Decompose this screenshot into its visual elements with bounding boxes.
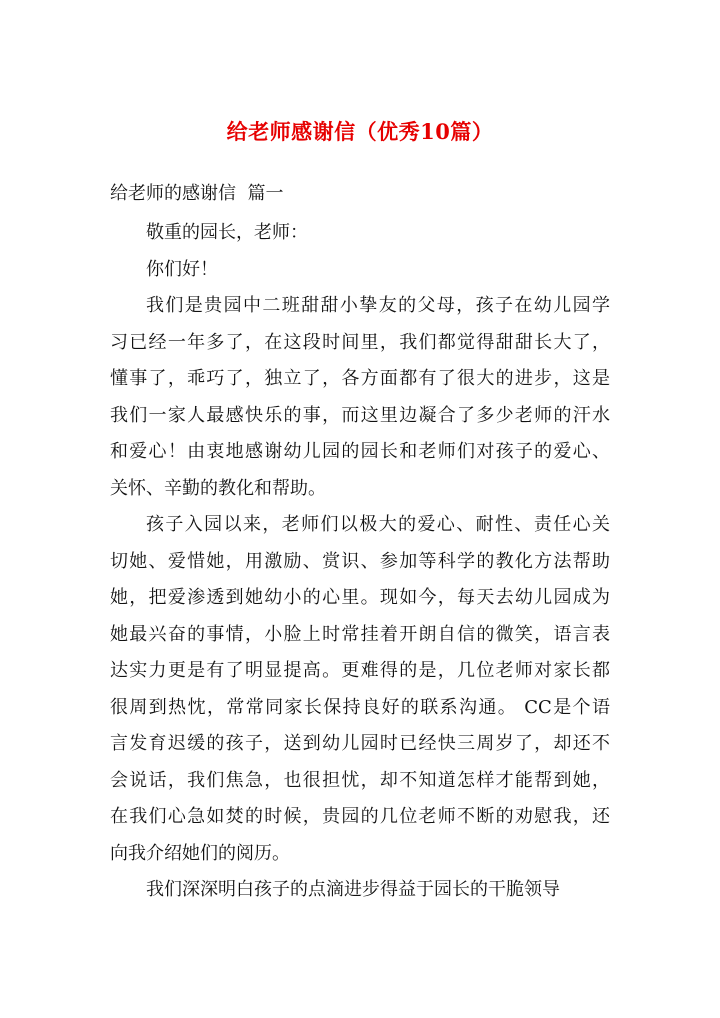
- paragraph-line: 言发育迟缓的孩子，送到幼儿园时已经快三周岁了，却还不: [110, 733, 610, 754]
- section-heading: 给老师的感谢信 篇一: [110, 183, 284, 204]
- paragraph-line: 在我们心急如焚的时候，贵园的几位老师不断的劝慰我，还: [110, 806, 610, 827]
- paragraph-line: 我们深深明白孩子的点滴进步得益于园长的干脆领导: [146, 879, 560, 900]
- paragraph-line: 孩子入园以来，老师们以极大的爱心、耐性、责任心关: [146, 514, 610, 535]
- paragraph-line: 会说话，我们焦急，也很担忧，却不知道怎样才能帮到她，: [110, 769, 610, 791]
- paragraph-line: 懂事了，乖巧了，独立了，各方面都有了很大的进步，这是: [110, 368, 610, 389]
- paragraph-line: 很周到热忱，常常同家长保持良好的联系沟通。 CC是个语: [110, 696, 610, 718]
- paragraph-line: 向我介绍她们的阅历。: [110, 842, 290, 864]
- paragraph-line: 我们一家人最感快乐的事，而这里边凝合了多少老师的汗水: [110, 404, 610, 426]
- document-title-text: 给老师感谢信（优秀10篇）: [226, 119, 494, 144]
- letter-salutation: 你们好！: [146, 258, 218, 280]
- letter-paragraph-2: [110, 507, 610, 872]
- letter-greeting: 敬重的园长，老师：: [146, 222, 308, 243]
- paragraph-line: 和爱心！由衷地感谢幼儿园的园长和老师们对孩子的爱心、: [110, 441, 610, 462]
- paragraph-line: 关怀、辛勤的教化和帮助。: [110, 477, 326, 499]
- paragraph-line: 达实力更是有了明显提高。更难得的是，几位老师对家长都: [110, 660, 610, 681]
- paragraph-line: 她，把爱渗透到她幼小的心里。现如今，每天去幼儿园成为: [110, 587, 610, 608]
- paragraph-line: 她最兴奋的事情，小脸上时常挂着开朗自信的微笑，语言表: [110, 623, 610, 645]
- paragraph-line: 我们是贵园中二班甜甜小挚友的父母，孩子在幼儿园学: [146, 295, 610, 316]
- paragraph-line: 习已经一年多了，在这段时间里，我们都觉得甜甜长大了，: [110, 331, 610, 353]
- letter-body: [110, 215, 610, 909]
- paragraph-line: 切她、爱惜她，用激励、赏识、参加等科学的教化方法帮助: [110, 550, 610, 572]
- document-title: [0, 117, 720, 147]
- letter-paragraph-3: [110, 872, 610, 909]
- letter-paragraph-1: [110, 288, 610, 507]
